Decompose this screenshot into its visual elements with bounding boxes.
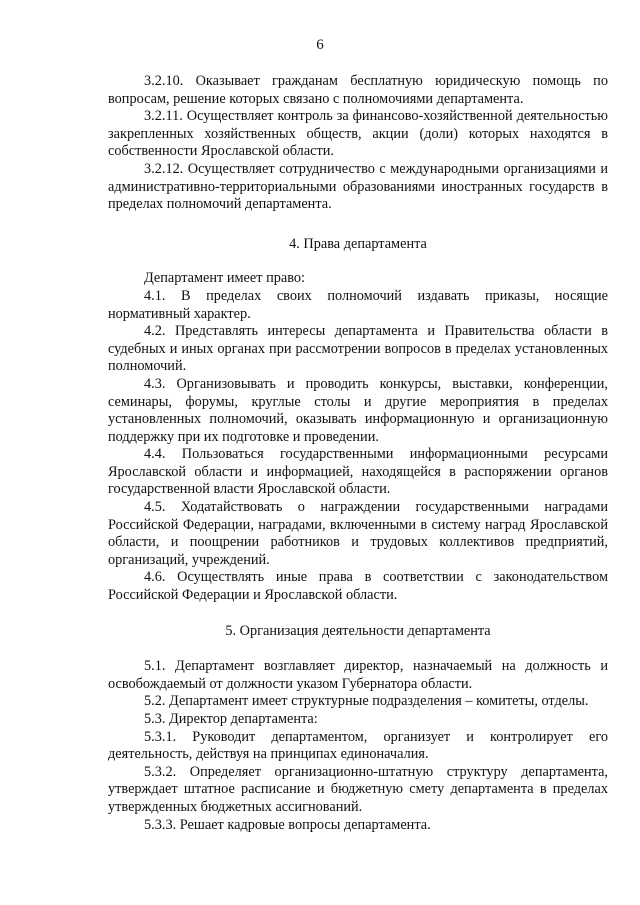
- paragraph-5-1: 5.1. Департамент возглавляет директор, назначаемый на должность и освобождаемый от должности указом Губернатора области.: [108, 658, 608, 692]
- paragraph-4-6: 4.6. Осуществлять иные права в соответствии с законодательством Российской Федерации и Ярославской области.: [108, 569, 608, 604]
- section-5-heading: 5. Организация деятельности департамента: [225, 622, 491, 639]
- paragraph-3-2-10: 3.2.10. Оказывает гражданам бесплатную юридическую помощь по вопросам, решение которых связано с полномочиями департамента.: [108, 73, 608, 107]
- paragraph-5-3: 5.3. Директор департамента:: [144, 711, 318, 727]
- page-number: 6: [316, 37, 324, 53]
- paragraph-4-1: 4.1. В пределах своих полномочий издавать приказы, носящие нормативный характер.: [108, 287, 608, 322]
- section-4-intro: Департамент имеет право:: [144, 270, 305, 287]
- paragraph-5-3-3: 5.3.3. Решает кадровые вопросы департамента.: [144, 816, 431, 833]
- section-4-heading: 4. Права департамента: [289, 235, 427, 252]
- paragraph-4-3: 4.3. Организовывать и проводить конкурсы, выставки, конференции, семинары, форумы, круглые столы и другие мероприятия в пределах установленных полномочий, оказывать информационную и организационную поддержку при их подготовке и проведении.: [108, 375, 608, 445]
- paragraph-5-3-2: 5.3.2. Определяет организационно-штатную структуру департамента, утверждает штатное расписание и бюджетную смету департамента в пределах утвержденных бюджетных ассигнований.: [108, 763, 608, 815]
- paragraph-3-2-12: 3.2.12. Осуществляет сотрудничество с международными организациями и административно-территориальными образованиями иностранных государств в пределах полномочий департамента.: [108, 160, 608, 213]
- document-body: [108, 73, 608, 834]
- paragraph-4-4: 4.4. Пользоваться государственными информационными ресурсами Ярославской области и информацией, находящейся в распоряжении органов государственной власти Ярославской области.: [108, 446, 608, 498]
- paragraph-5-3-1: 5.3.1. Руководит департаментом, организует и контролирует его деятельность, действуя на принципах единоначалия.: [108, 728, 608, 763]
- paragraph-4-2: 4.2. Представлять интересы департамента и Правительства области в судебных и иных органах при рассмотрении вопросов в пределах установленных полномочий.: [108, 323, 608, 375]
- paragraph-4-5: 4.5. Ходатайствовать о награждении государственными наградами Российской Федерации, наградами, включенными в систему наград Ярославской области, и поощрении работников и трудовых коллективов предприятий, организаций, учреждений.: [108, 499, 608, 568]
- paragraph-3-2-11: 3.2.11. Осуществляет контроль за финансово-хозяйственной деятельностью закрепленных хозяйственных обществ, акции (доли) которых находятся в собственности Ярославской области.: [108, 108, 608, 160]
- paragraph-5-2: 5.2. Департамент имеет структурные подразделения – комитеты, отделы.: [144, 693, 589, 710]
